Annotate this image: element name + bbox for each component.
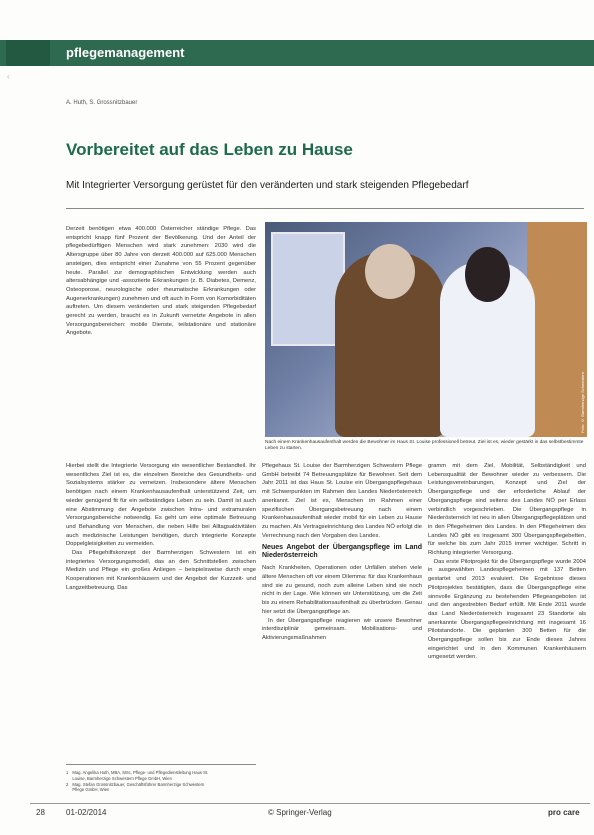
footnote-1 <box>66 770 216 782</box>
footnote-number: 1 <box>66 770 69 775</box>
section-heading: Neues Angebot der Übergangspflege im Land Niederösterreich <box>262 544 422 560</box>
journal-name: pro care <box>548 808 580 817</box>
publisher: © Springer-Verlag <box>268 808 332 817</box>
body-column-right <box>428 462 586 802</box>
intro-paragraph: Derzeit benötigen etwa 400.000 Österreicher ständige Pflege. Das entspricht knapp fünf Prozent der Bevölkerung. Und der Anteil der pflegebedürftigen Menschen wird stark zunehmen: 2030 wird die Altersgruppe über 80 Jahre von derzeit 400.000 auf 625.000 Menschen ansteigen, dies entspricht einer Zunahme von 55 Prozent gegenüber heute. Parallel zur demographischen Entwicklung werden auch altersabhängige und -assoziierte Erkrankungen (z. B. Diabetes, Demenz, Osteoporose, neurologische oder rheumatische Erkrankungen oder Augenerkrankungen) zunehmen und oft auch in Form von Komorbiditäten auftreten. Um diesem veränderten und stark steigenden Pflegebedarf gerecht zu werden, braucht es in Zukunft vernetzte Angebote in allen Versorgungsbereichen: mobile Dienste, teilstationäre und stationäre Angebote. <box>66 226 256 337</box>
subtitle-rule <box>66 208 584 209</box>
page-number: 28 <box>36 808 45 817</box>
article-title: Vorbereitet auf das Leben zu Hause <box>66 140 353 159</box>
photo-caption: Nach einem Krankenhausaufenthalt werden die Bewohner im Haus St. Louise professionell betreut. Ziel ist es, wieder gestärkt in das selbstbestimmte Leben zu starten. <box>265 440 584 451</box>
footnote-text: Mag. Angelika Huth, MBA, MSc, Pflege- und Pflegedienstleitung Haus St. Louise, Barmherzige Schwestern Pflege GmbH, Wien <box>72 770 209 781</box>
footnote-number: 2 <box>66 781 69 787</box>
right-paragraph-1: gramm mit dem Ziel, Mobilität, Selbständigkeit und Lebensqualität der Bewohner wieder zu verbessern. Die Leistungsvereinbarungen, Konzept und Ziel der Übergangspflege und der erforderliche Ablauf der Übergangspflege sind seitens des Landes NÖ per Erlass verbindlich vorgeschrieben. Die Übergangspflege in Niederösterreich ist neu in allen Übergangspflegeplätzen und in den Pflegeheimen des Landes. In den Pflegeheimen des Landes NÖ gibt es insgesamt 300 Übergangspflegebetten, für welche bis zum Jahr 2015 immer wichtiger. Schritt in Richtung integrierter Versorgung. <box>428 463 586 557</box>
middle-paragraph-2: Nach Krankheiten, Operationen oder Unfällen stehen viele ältere Menschen oft vor einem Dilemma: für das Krankenhaus sind sie zu gesund, noch zum alleine Leben sind sie noch nicht in der Lage. Wie können wir Unterstützung, um die Zeit bis zu einem Rehabilitationsaufenthalt zu überbrücken. Genau hier setzt die Übergangspflege an. <box>262 565 422 615</box>
photo-credit: Foto: © Barmherzige Schwestern <box>580 372 585 434</box>
footnote-rule <box>66 764 256 765</box>
header-block <box>6 40 50 66</box>
body-column-left <box>66 462 256 762</box>
section-header-bar <box>0 40 594 66</box>
right-paragraph-2: Das erste Pilotprojekt für die Übergangspflege wurde 2004 in ausgewählten Landespflegeheimen mit 137 Betten gestartet und 2013 evaluiert. Die Ergebnisse dieses Pilotprojektes bestätigten, dass die Übergangspflege eine sinnvolle Ergänzung zu bestehenden Pflegeangeboten ist und den angestrebten Bedarf erfüllt. Mit Ende 2011 wurde das Land Niederösterreich insgesamt 23 Standorte als anerkannte Übergangspflegeeinrichtung mit insgesamt 16 Pilotstandorte. Die geplanten 300 Betten für die Übergangspflege sollen bis zur Ende dieses Jahres eingerichtet und in den Kommunen Krankenhäusern umgesetzt werden. <box>428 558 586 661</box>
article-subtitle: Mit Integrierter Versorgung gerüstet für den veränderten und stark steigenden Pflegebedarf <box>66 180 469 191</box>
photo-elderly-head <box>365 244 415 299</box>
intro-column <box>66 225 256 435</box>
left-paragraph-2: Das Pflegehilfskonzept der Barmherzigen Schwestern ist ein integriertes Versorgungsmodell, das an den Schnittstellen zwischen Medizin und Pflege ein großes Anliegen – beispielsweise durch enge Kooperationen mit Krankenhäusern und der Angebot der Kurzzeit- und Langzeitbetreuung. Das <box>66 550 256 591</box>
middle-paragraph-3: In der Übergangspflege reagieren wir unsere Bewohner interdisziplinär gemeinsam. Mobilisations- und Aktivierungsmaßnahmen <box>262 617 422 641</box>
section-title: pflegemanagement <box>66 45 185 60</box>
article-authors: A. Huth, S. Grossnitzbauer <box>66 100 138 106</box>
footer-rule <box>30 803 590 804</box>
photo-window <box>271 232 345 346</box>
photo-nurse-head <box>465 247 510 302</box>
footnote-2 <box>66 782 216 794</box>
margin-mark: ‹ <box>7 72 10 81</box>
body-column-middle <box>262 462 422 802</box>
footnotes <box>66 770 216 793</box>
footnote-text: Mag. Stefan Grossnitzbauer, Geschäftsführer Barmherzige Schwestern Pflege GmbH, Wien <box>72 781 205 793</box>
middle-paragraph-1: Pflegehaus St. Louise der Barmherzigen Schwestern Pflege GmbH betreibt 74 Betreuungsplätze für Bewohner. Seit dem Jahr 2011 ist das Haus St. Louise ein Übergangspflegehaus mit Schwerpunkten im Rahmen des Landes Niederösterreich anerkannt. Ziel ist es, Menschen im Rahmen einer spezifischen Übergangsbetreuung nach einem Krankenhausaufenthalt wieder mobil für ein Leben zu Hause zu machen. Als Vertragseinrichtung des Landes NÖ erfolgt die Verrechnung nach den Vorgaben des Landes. <box>262 463 422 539</box>
issue-date: 01-02/2014 <box>66 808 107 817</box>
left-paragraph-1: Hierbei stellt die Integrierte Versorgung ein wesentlicher Bestandteil. Ihr wesentliches Ziel ist es, die einzelnen Bereiche des Gesundheits- und Sozialsystems stärker zu vernetzen. Insbesondere ältere Menschen benötigen nach einem Krankenhausaufenthalt unterstützend Zeit, um wieder genügend fit für ein selbständiges Leben zu sein. Damit ist auch eine Abstimmung der Angebote zwischen Intra- und extramuralen Versorgungsbereiche notwendig. Es geht um eine optimale Betreuung und Behandlung von Menschen, die neben Hilfe bei Alltagsaktivitäten auch medizinische Leistungen benötigen, durch integrierte Konzepte Doppelgleisigkeiten zu vermeiden. <box>66 463 256 548</box>
photo-door <box>527 222 587 437</box>
article-photo <box>265 222 587 437</box>
